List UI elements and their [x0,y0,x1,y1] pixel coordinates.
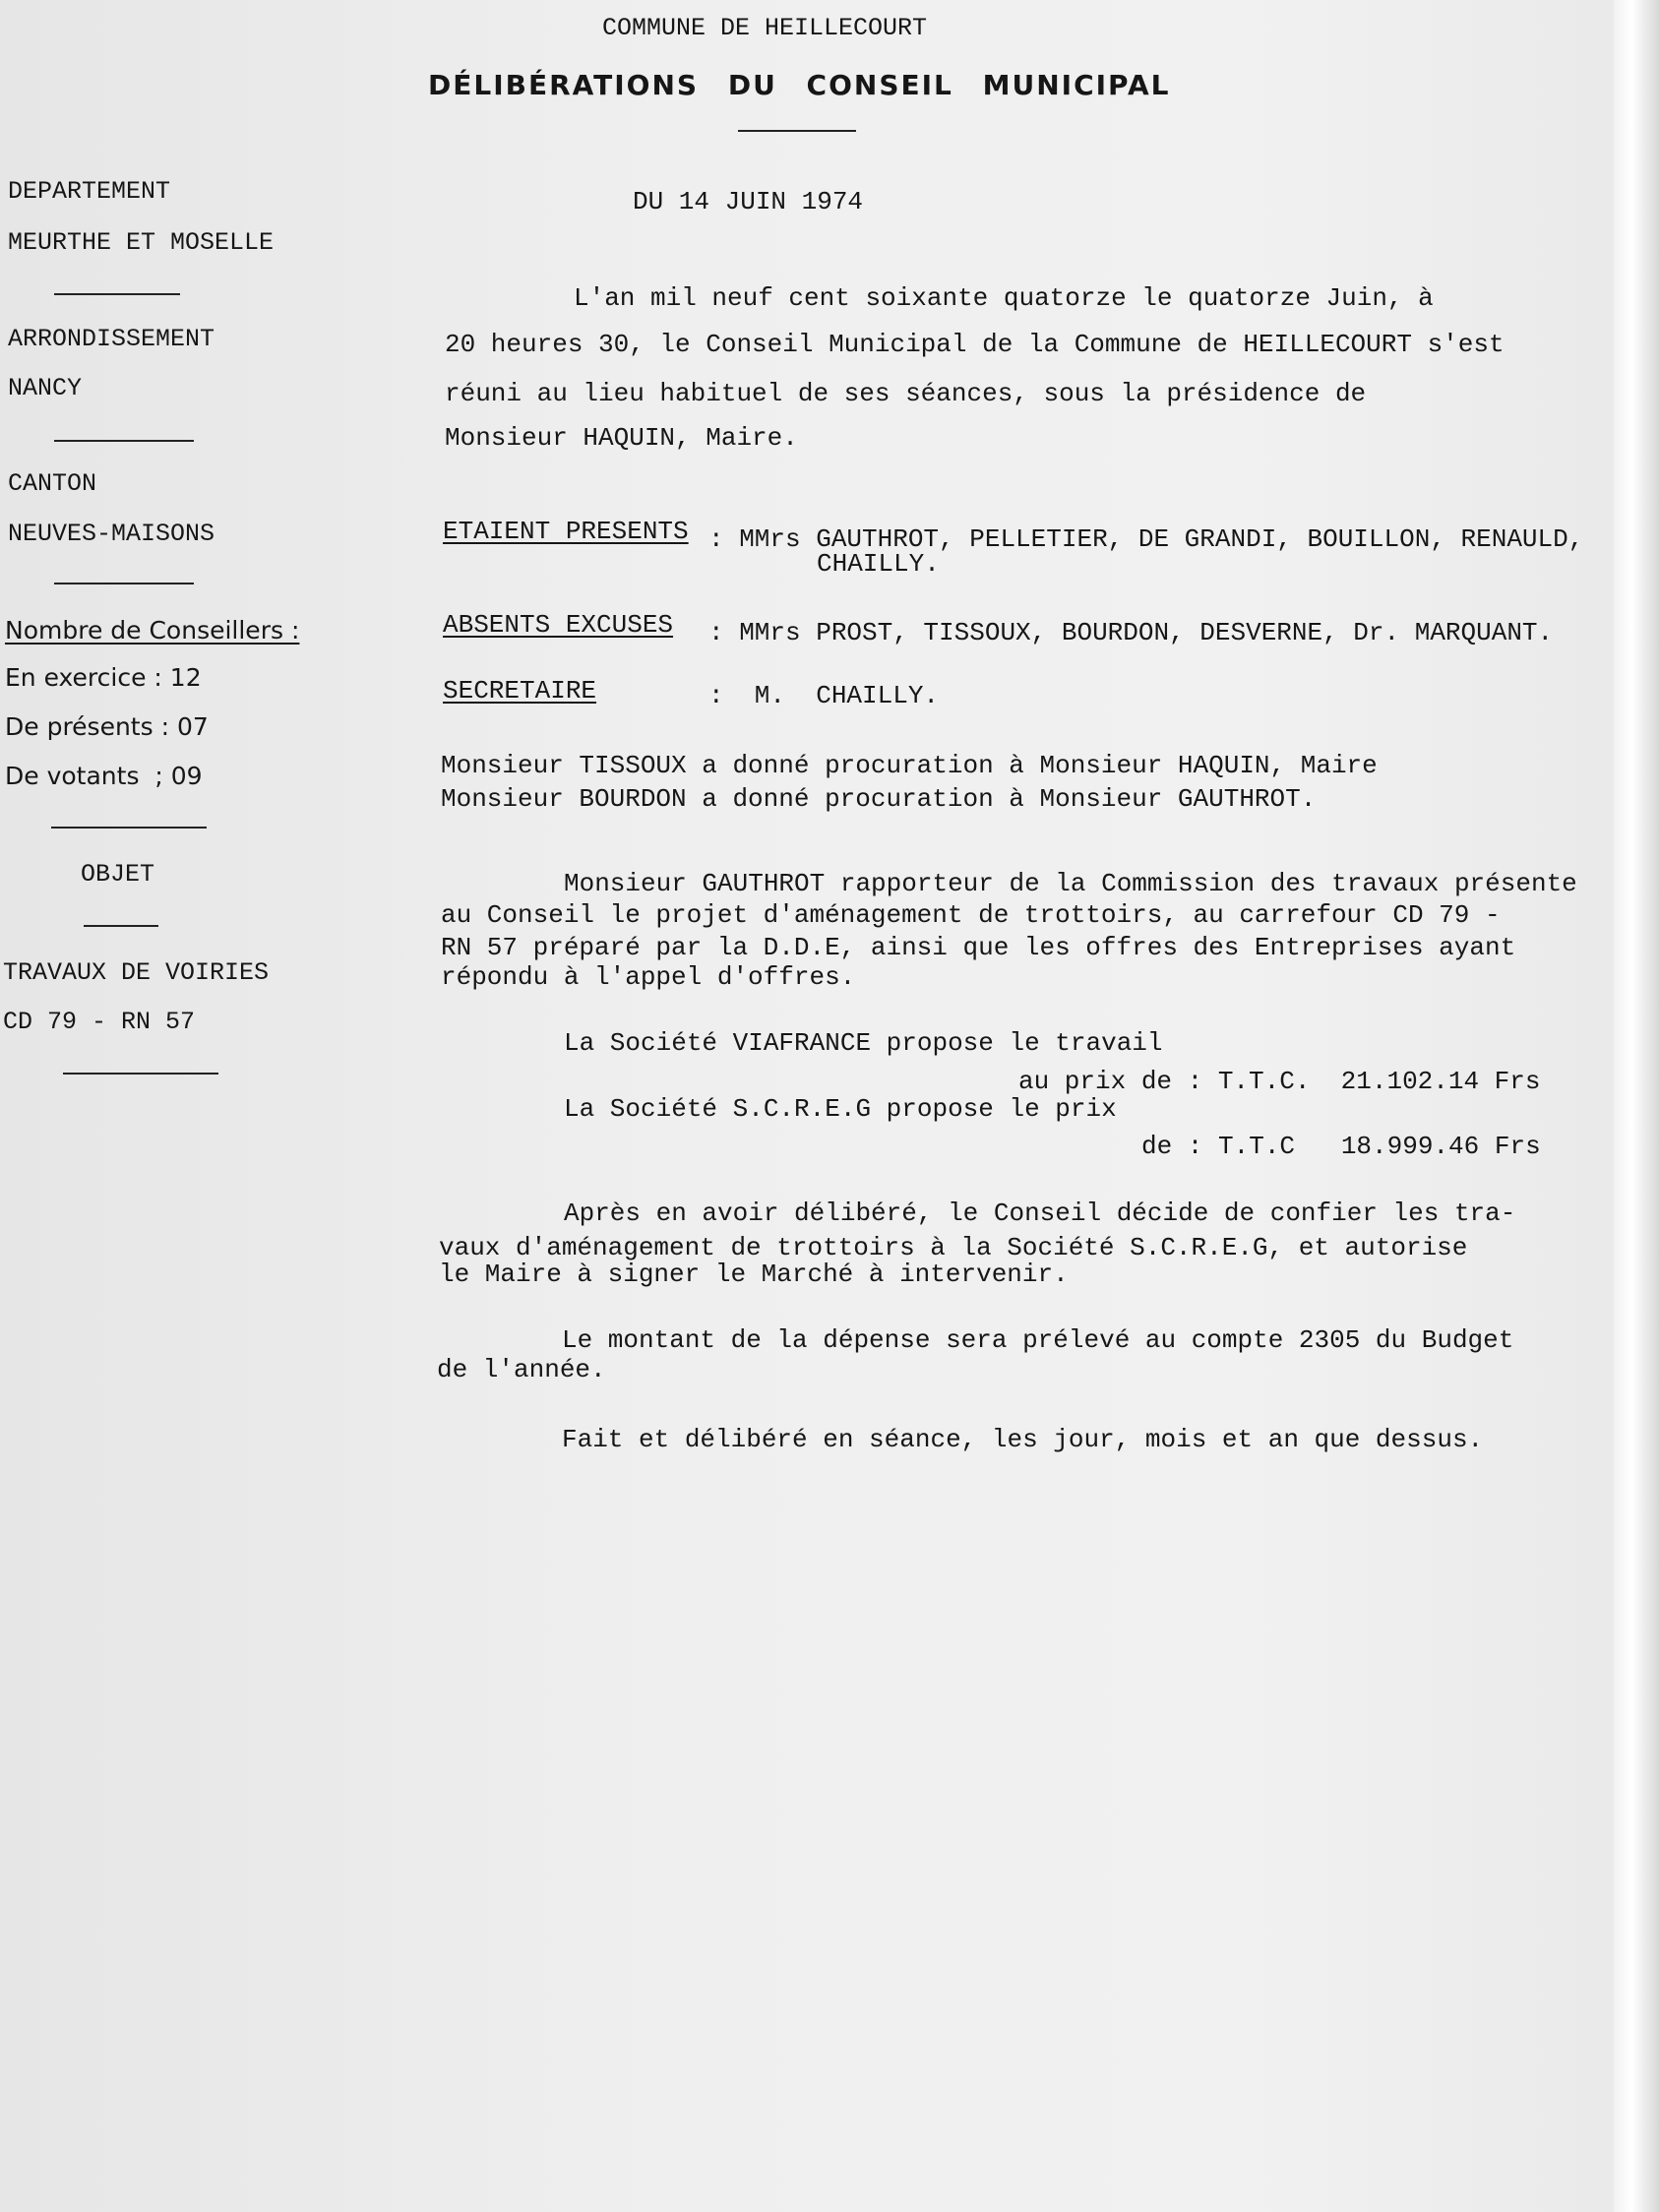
budget-line-2: de l'année. [437,1355,606,1384]
budget-line-1: Le montant de la dépense sera prélevé au compte 2305 du Budget [562,1325,1514,1355]
departement-value: MEURTHE ET MOSELLE [8,228,275,257]
conseillers-presents: De présents : 07 [5,712,209,741]
presents-label: ETAIENT PRESENTS [443,517,689,546]
intro-line-3: réuni au lieu habituel de ses séances, sous la présidence de [445,379,1367,408]
offre-viafrance-line-2: au prix de : T.T.C. 21.102.14 Frs [1018,1067,1541,1096]
offre-screg-line-2: de : T.T.C 18.999.46 Frs [1141,1132,1541,1161]
intro-line-2: 20 heures 30, le Conseil Municipal de la Commune de HEILLECOURT s'est [445,330,1505,359]
document-title: DÉLIBÉRATIONS DU CONSEIL MUNICIPAL [428,69,1171,101]
objet-line-1: TRAVAUX DE VOIRIES [3,958,270,987]
secretaire-value: : M. CHAILLY. [708,681,940,710]
secretaire-label: SECRETAIRE [443,676,597,706]
rapport-line-4: répondu à l'appel d'offres. [441,962,856,992]
objet-label: OBJET [81,860,155,889]
absents-label: ABSENTS EXCUSES [443,610,674,640]
decision-line-1: Après en avoir délibéré, le Conseil décide de confier les tra- [564,1198,1516,1228]
presents-line-2: CHAILLY. [817,549,940,579]
conseillers-exercice: En exercice : 12 [5,663,202,692]
arrondissement-value: NANCY [8,374,83,402]
commune-heading: COMMUNE DE HEILLECOURT [602,14,928,42]
offre-screg-line-1: La Société S.C.R.E.G propose le prix [564,1094,1117,1124]
canton-label: CANTON [8,469,97,498]
rapport-line-2: au Conseil le projet d'aménagement de trottoirs, au carrefour CD 79 - [441,900,1501,930]
canton-value: NEUVES-MAISONS [8,520,215,548]
decision-line-2: vaux d'aménagement de trottoirs à la Société S.C.R.E.G, et autorise [439,1233,1468,1262]
sidebar-rule [51,827,207,829]
rapport-line-3: RN 57 préparé par la D.D.E, ainsi que les offres des Entreprises ayant [441,933,1516,962]
sidebar-rule [54,440,194,442]
session-date: DU 14 JUIN 1974 [633,187,864,216]
arrondissement-label: ARRONDISSEMENT [8,325,215,353]
intro-line-1: L'an mil neuf cent soixante quatorze le quatorze Juin, à [574,283,1434,313]
sidebar-rule [54,583,194,584]
objet-line-2: CD 79 - RN 57 [3,1008,196,1036]
sidebar-rule [54,293,180,295]
sidebar-rule [84,925,158,927]
procuration-line-2: Monsieur BOURDON a donné procuration à Monsieur GAUTHROT. [441,784,1317,814]
offre-viafrance-line-1: La Société VIAFRANCE propose le travail [564,1028,1163,1058]
closing-line: Fait et délibéré en séance, les jour, mois et an que dessus. [562,1425,1484,1454]
procuration-line-1: Monsieur TISSOUX a donné procuration à Monsieur HAQUIN, Maire [441,751,1378,780]
absents-value: : MMrs PROST, TISSOUX, BOURDON, DESVERNE, Dr. MARQUANT. [708,618,1554,647]
decision-line-3: le Maire à signer le Marché à intervenir. [439,1260,1069,1289]
sidebar-rule [63,1073,218,1075]
conseillers-votants: De votants ; 09 [5,762,203,790]
conseillers-label: Nombre de Conseillers : [5,616,300,645]
title-rule [738,130,856,132]
departement-label: DEPARTEMENT [8,177,171,206]
rapport-line-1: Monsieur GAUTHROT rapporteur de la Commission des travaux présente [564,869,1577,898]
page-edge [1614,0,1659,2212]
intro-line-4: Monsieur HAQUIN, Maire. [445,423,798,453]
presents-line-1: : MMrs GAUTHROT, PELLETIER, DE GRANDI, BOUILLON, RENAULD, [708,524,1584,554]
